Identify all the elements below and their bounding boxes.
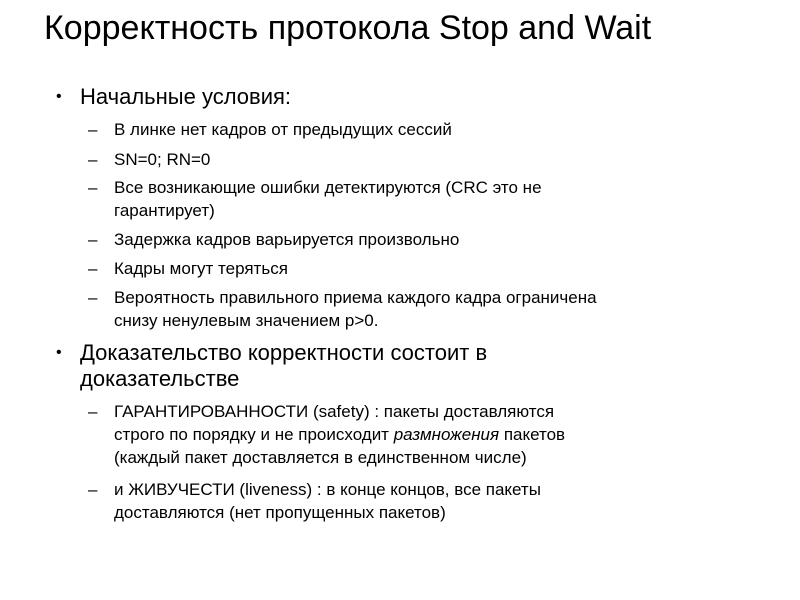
list-item-text: Кадры могут теряться bbox=[114, 259, 288, 278]
list-item-line-pre: строго по порядку и не происходит bbox=[114, 425, 394, 444]
bullet-proof-of-correctness bbox=[56, 340, 600, 392]
list-item-text bbox=[114, 286, 734, 332]
list-item bbox=[88, 148, 734, 171]
dash-marker: – bbox=[88, 402, 98, 421]
list-item-line: гарантирует) bbox=[114, 201, 215, 220]
dash-marker: – bbox=[88, 178, 98, 197]
list-item bbox=[88, 118, 734, 141]
section-heading-line: Доказательство корректности состоит в bbox=[80, 340, 488, 365]
list-item bbox=[88, 286, 734, 332]
list-item-line: снизу ненулевым значением p>0. bbox=[114, 311, 379, 330]
dash-marker: – bbox=[88, 259, 98, 278]
list-item-text bbox=[114, 400, 734, 469]
bullet-marker: • bbox=[56, 344, 62, 361]
section-heading-initial-conditions: Начальные условия: bbox=[80, 84, 292, 109]
list-item-line-post: пакетов bbox=[499, 425, 566, 444]
dash-marker: – bbox=[88, 480, 98, 499]
dash-marker: – bbox=[88, 150, 98, 169]
list-item-text: В линке нет кадров от предыдущих сессий bbox=[114, 120, 452, 139]
bullet-initial-conditions bbox=[56, 84, 600, 110]
list-item-line: доставляются (нет пропущенных пакетов) bbox=[114, 503, 446, 522]
list-item-line: (каждый пакет доставляется в единственном числе) bbox=[114, 448, 527, 467]
section-heading-proof bbox=[80, 340, 600, 392]
list-item-line: Вероятность правильного приема каждого кадра ограничена bbox=[114, 288, 597, 307]
bullet-marker: • bbox=[56, 88, 62, 105]
list-item-line: ГАРАНТИРОВАННОСТИ (safety) : пакеты доставляются bbox=[114, 402, 555, 421]
dash-marker: – bbox=[88, 288, 98, 307]
list-item-line: Все возникающие ошибки детектируются (CRC это не bbox=[114, 178, 542, 197]
list-item-line: и ЖИВУЧЕСТИ (liveness) : в конце концов, все пакеты bbox=[114, 480, 541, 499]
list-item-text: Задержка кадров варьируется произвольно bbox=[114, 230, 460, 249]
list-item bbox=[88, 228, 734, 251]
list-item-text: SN=0; RN=0 bbox=[114, 150, 211, 169]
list-item-text bbox=[114, 478, 734, 524]
list-item bbox=[88, 176, 734, 222]
dash-marker: – bbox=[88, 230, 98, 249]
emphasis-duplication: размножения bbox=[393, 425, 500, 444]
slide-title: Корректность протокола Stop and Wait bbox=[44, 9, 652, 47]
list-item bbox=[88, 257, 734, 280]
section-heading-line: доказательстве bbox=[80, 366, 240, 391]
dash-marker: – bbox=[88, 120, 98, 139]
list-item-liveness bbox=[88, 478, 734, 524]
list-item-text bbox=[114, 176, 734, 222]
list-item-safety bbox=[88, 400, 734, 469]
